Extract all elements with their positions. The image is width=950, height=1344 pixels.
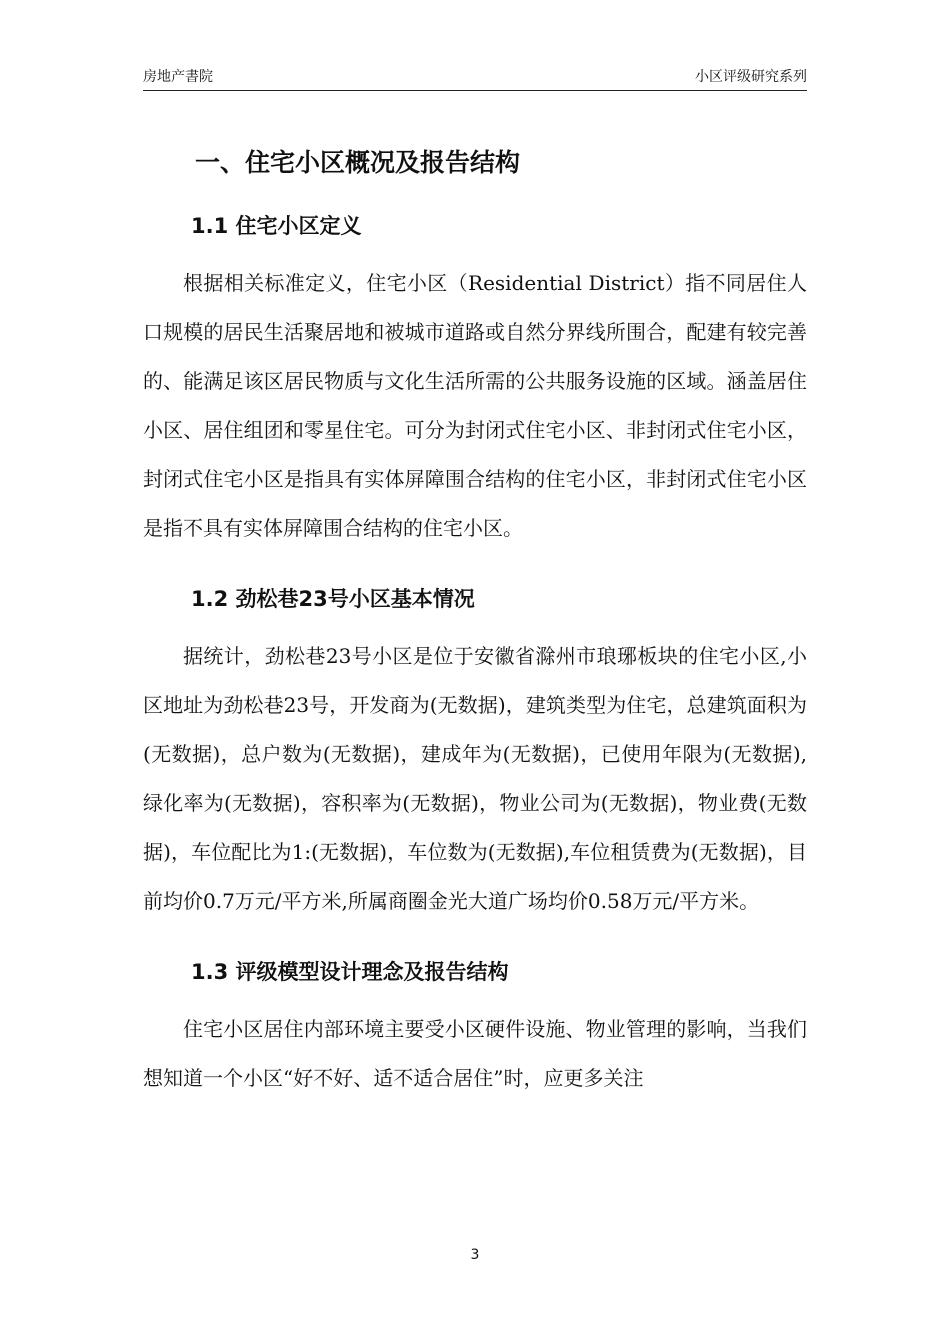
section-paragraph-1-3: 住宅小区居住内部环境主要受小区硬件设施、物业管理的影响，当我们想知道一个小区“好不好、适不适合居住”时，应更多关注 [143,1017,807,1090]
document-body [143,140,807,1103]
header-series-title: 小区评级研究系列 [695,69,807,85]
header-publisher: 房地产書院 [143,69,213,85]
section-heading-1-1: 1.1 住宅小区定义 [191,214,362,238]
section-paragraph-1-1: 根据相关标准定义，住宅小区（Residential District）指不同居住人口规模的居民生活聚居地和被城市道路或自然分界线所围合，配建有较完善的、能满足该区居民物质与文化生活所需的公共服务设施的区域。涵盖居住小区、居住组团和零星住宅。可分为封闭式住宅小区、非封闭式住宅小区，封闭式住宅小区是指具有实体屏障围合结构的住宅小区，非封闭式住宅小区是指不具有实体屏障围合结构的住宅小区。 [143,271,807,540]
section-heading-1-2: 1.2 劲松巷23号小区基本情况 [191,587,475,611]
chapter-title: 一、住宅小区概况及报告结构 [195,148,521,177]
page-number: 3 [470,1247,480,1263]
section-heading-1-3: 1.3 评级模型设计理念及报告结构 [191,960,509,984]
section-paragraph-1-2: 据统计，劲松巷23号小区是位于安徽省滁州市琅琊板块的住宅小区,小区地址为劲松巷23号，开发商为(无数据)，建筑类型为住宅，总建筑面积为(无数据)，总户数为(无数据)，建成年为(无数据)，已使用年限为(无数据),绿化率为(无数据)，容积率为(无数据)，物业公司为(无数据)，物业费(无数据)，车位配比为1:(无数据)，车位数为(无数据),车位租赁费为(无数据)，目前均价0.7万元/平方米,所属商圈金光大道广场均价0.58万元/平方米。 [143,644,807,913]
page-header [143,66,807,91]
